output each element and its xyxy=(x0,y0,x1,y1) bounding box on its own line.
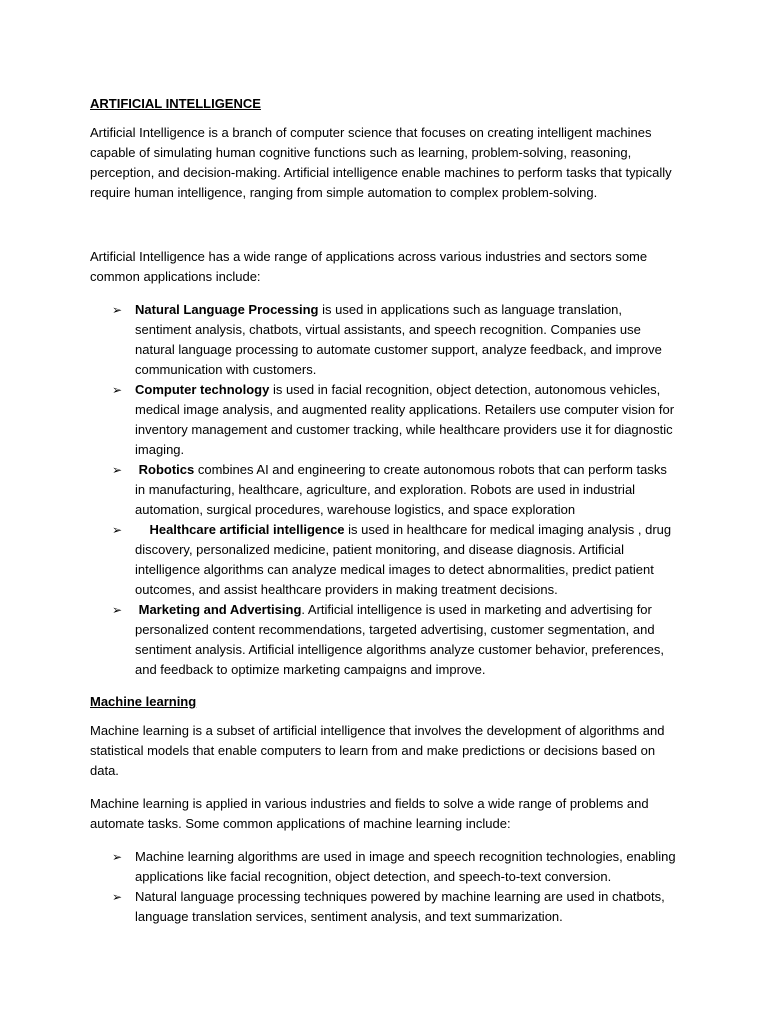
arrowhead-bullet-icon: ➢ xyxy=(112,383,123,397)
list-item xyxy=(90,460,678,520)
arrowhead-bullet-icon: ➢ xyxy=(112,850,123,864)
ml-applications-list xyxy=(90,847,678,927)
bullet-text: is used in facial recognition, object detection, autonomous vehicles, medical image analysis, and augmented reality applications. Retailers use computer vision for inventory management and customer tracking, while healthcare providers use it for diagnostic imaging. xyxy=(135,382,675,457)
document-body xyxy=(90,94,678,927)
bullet-text: combines AI and engineering to create autonomous robots that can perform tasks in manufacturing, healthcare, agriculture, and exploration. Robots are used in industrial automation, surgical procedures, warehouse logistics, and space exploration xyxy=(135,462,667,517)
ml-applications-intro: Machine learning is applied in various industries and fields to solve a wide range of problems and automate tasks. Some common applications of machine learning include: xyxy=(90,796,649,831)
arrowhead-bullet-icon: ➢ xyxy=(112,463,123,477)
list-item xyxy=(90,887,678,927)
bullet-text: . Artificial intelligence is used in marketing and advertising for personalized content recommendations, targeted advertising, customer segmentation, and sentiment analysis. Artificial intelligence algorithms analyze customer behavior, preferences, and feedback to optimize marketing campaigns and improve. xyxy=(135,602,664,677)
list-item xyxy=(90,300,678,380)
bullet-lead: Robotics xyxy=(135,462,195,477)
list-item xyxy=(90,600,678,680)
bullet-text: Machine learning algorithms are used in image and speech recognition technologies, enabling applications like facial recognition, object detection, and speech-to-text conversion. xyxy=(135,849,676,884)
arrowhead-bullet-icon: ➢ xyxy=(112,890,123,904)
spacer xyxy=(90,216,678,247)
list-item xyxy=(90,520,678,600)
bullet-lead: Healthcare artificial intelligence xyxy=(135,522,345,537)
section-heading-ai: ARTIFICIAL INTELLIGENCE xyxy=(90,96,261,111)
ml-intro-paragraph: Machine learning is a subset of artificial intelligence that involves the development of algorithms and statistical models that enable computers to learn from and make predictions or decisions based on data. xyxy=(90,723,665,778)
ai-applications-list xyxy=(90,300,678,680)
section-heading-machine-learning: Machine learning xyxy=(90,694,197,709)
bullet-text: Natural language processing techniques powered by machine learning are used in chatbots, language translation services, sentiment analysis, and text summarization. xyxy=(135,889,665,924)
bullet-text: is used in healthcare for medical imaging analysis , drug discovery, personalized medicine, patient monitoring, and disease diagnosis. Artificial intelligence algorithms can analyze medical images to detect abnormalities, predict patient outcomes, and assist healthcare providers in making treatment decisions. xyxy=(135,522,672,597)
arrowhead-bullet-icon: ➢ xyxy=(112,523,123,537)
bullet-lead: Marketing and Advertising xyxy=(135,602,302,617)
bullet-text: is used in applications such as language translation, sentiment analysis, chatbots, virtual assistants, and speech recognition. Companies use natural language processing to automate customer support, analyze feedback, and improve communication with customers. xyxy=(135,302,662,377)
arrowhead-bullet-icon: ➢ xyxy=(112,303,123,317)
arrowhead-bullet-icon: ➢ xyxy=(112,603,123,617)
ai-intro-paragraph: Artificial Intelligence is a branch of computer science that focuses on creating intelligent machines capable of simulating human cognitive functions such as learning, problem-solving, reasoning, perception, and decision-making. Artificial intelligence enable machines to perform tasks that typically require human intelligence, ranging from simple automation to complex problem-solving. xyxy=(90,125,672,200)
ai-applications-intro: Artificial Intelligence has a wide range of applications across various industries and sectors some common applications include: xyxy=(90,249,648,284)
list-item xyxy=(90,380,678,460)
list-item xyxy=(90,847,678,887)
bullet-lead: Natural Language Processing xyxy=(135,302,319,317)
bullet-lead: Computer technology xyxy=(135,382,270,397)
